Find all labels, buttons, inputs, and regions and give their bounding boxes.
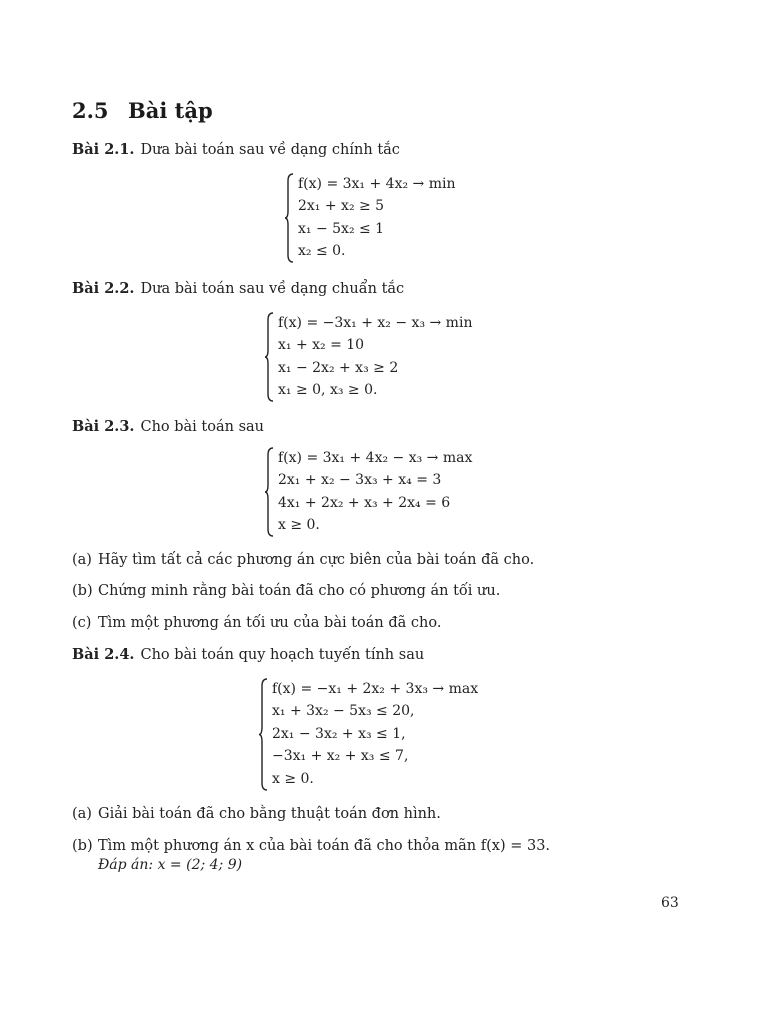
equation-system-2-3 <box>264 447 504 537</box>
item-label: (b) <box>72 838 93 854</box>
equation: x₁ − 5x₂ ≤ 1 <box>298 220 385 237</box>
item-text: Giải bài toán đã cho bằng thuật toán đơn hình. <box>98 806 441 822</box>
item-label: (b) <box>72 583 93 599</box>
equation: f(x) = −x₁ + 2x₂ + 3x₃ → max <box>272 681 479 697</box>
equation: 2x₁ − 3x₂ + x₃ ≤ 1, <box>272 725 406 742</box>
equation: f(x) = 3x₁ + 4x₂ → min <box>298 176 456 192</box>
problem-title: Bài 2.1. <box>72 141 135 158</box>
equation: x₁ + 3x₂ − 5x₃ ≤ 20, <box>272 703 415 720</box>
item-label: (c) <box>72 615 92 631</box>
left-brace-icon <box>258 678 268 791</box>
problem-2-4-heading <box>72 646 424 663</box>
problem-title: Bài 2.3. <box>72 418 135 435</box>
problem-2-1-heading <box>72 141 400 158</box>
problem-text: Cho bài toán sau <box>140 419 265 435</box>
section-heading <box>72 98 213 123</box>
item-text: Hãy tìm tất cả các phương án cực biên của bài toán đã cho. <box>98 552 535 568</box>
item-text: Tìm một phương án x của bài toán đã cho thỏa mãn f(x) = 33. <box>98 838 551 854</box>
problem-text: Dưa bài toán sau về dạng chính tắc <box>140 142 400 158</box>
problem-title: Bài 2.4. <box>72 646 135 663</box>
equation-system-2-2 <box>264 312 484 402</box>
equation: x₂ ≤ 0. <box>298 243 346 260</box>
problem-2-3-heading <box>72 418 264 435</box>
left-brace-icon <box>264 312 274 402</box>
list-item <box>72 552 534 568</box>
problem-text: Dưa bài toán sau về dạng chuẩn tắc <box>140 281 405 297</box>
equation: −3x₁ + x₂ + x₃ ≤ 7, <box>272 748 409 765</box>
equation: x₁ + x₂ = 10 <box>278 337 365 354</box>
left-brace-icon <box>284 173 294 263</box>
equation-system-2-1 <box>284 173 484 263</box>
equation: 4x₁ + 2x₂ + x₃ + 2x₄ = 6 <box>278 494 451 511</box>
section-number: 2.5 <box>72 98 109 123</box>
section-title: Bài tập <box>128 98 213 123</box>
item-text: Tìm một phương án tối ưu của bài toán đã cho. <box>98 615 442 631</box>
equation: f(x) = −3x₁ + x₂ − x₃ → min <box>278 315 473 331</box>
equation: 2x₁ + x₂ ≥ 5 <box>298 198 385 215</box>
left-brace-icon <box>264 447 274 537</box>
answer-text: Đáp án: x = (2; 4; 9) <box>98 857 243 873</box>
equation: x ≥ 0. <box>272 770 314 787</box>
item-text: Chứng minh rằng bài toán đã cho có phương án tối ưu. <box>98 583 501 599</box>
page-number: 63 <box>661 895 679 911</box>
list-item <box>72 583 500 599</box>
problem-text: Cho bài toán quy hoạch tuyến tính sau <box>140 647 425 663</box>
equation: x₁ ≥ 0, x₃ ≥ 0. <box>278 382 378 399</box>
list-item <box>72 615 441 631</box>
item-label: (a) <box>72 806 92 822</box>
problem-title: Bài 2.2. <box>72 280 135 297</box>
equation: 2x₁ + x₂ − 3x₃ + x₄ = 3 <box>278 472 442 489</box>
equation: x ≥ 0. <box>278 517 320 534</box>
list-item <box>72 838 550 854</box>
equation: f(x) = 3x₁ + 4x₂ − x₃ → max <box>278 450 473 466</box>
item-label: (a) <box>72 552 92 568</box>
problem-2-2-heading <box>72 280 404 297</box>
equation-system-2-4 <box>258 678 508 791</box>
equation: x₁ − 2x₂ + x₃ ≥ 2 <box>278 359 399 376</box>
list-item <box>72 806 441 822</box>
